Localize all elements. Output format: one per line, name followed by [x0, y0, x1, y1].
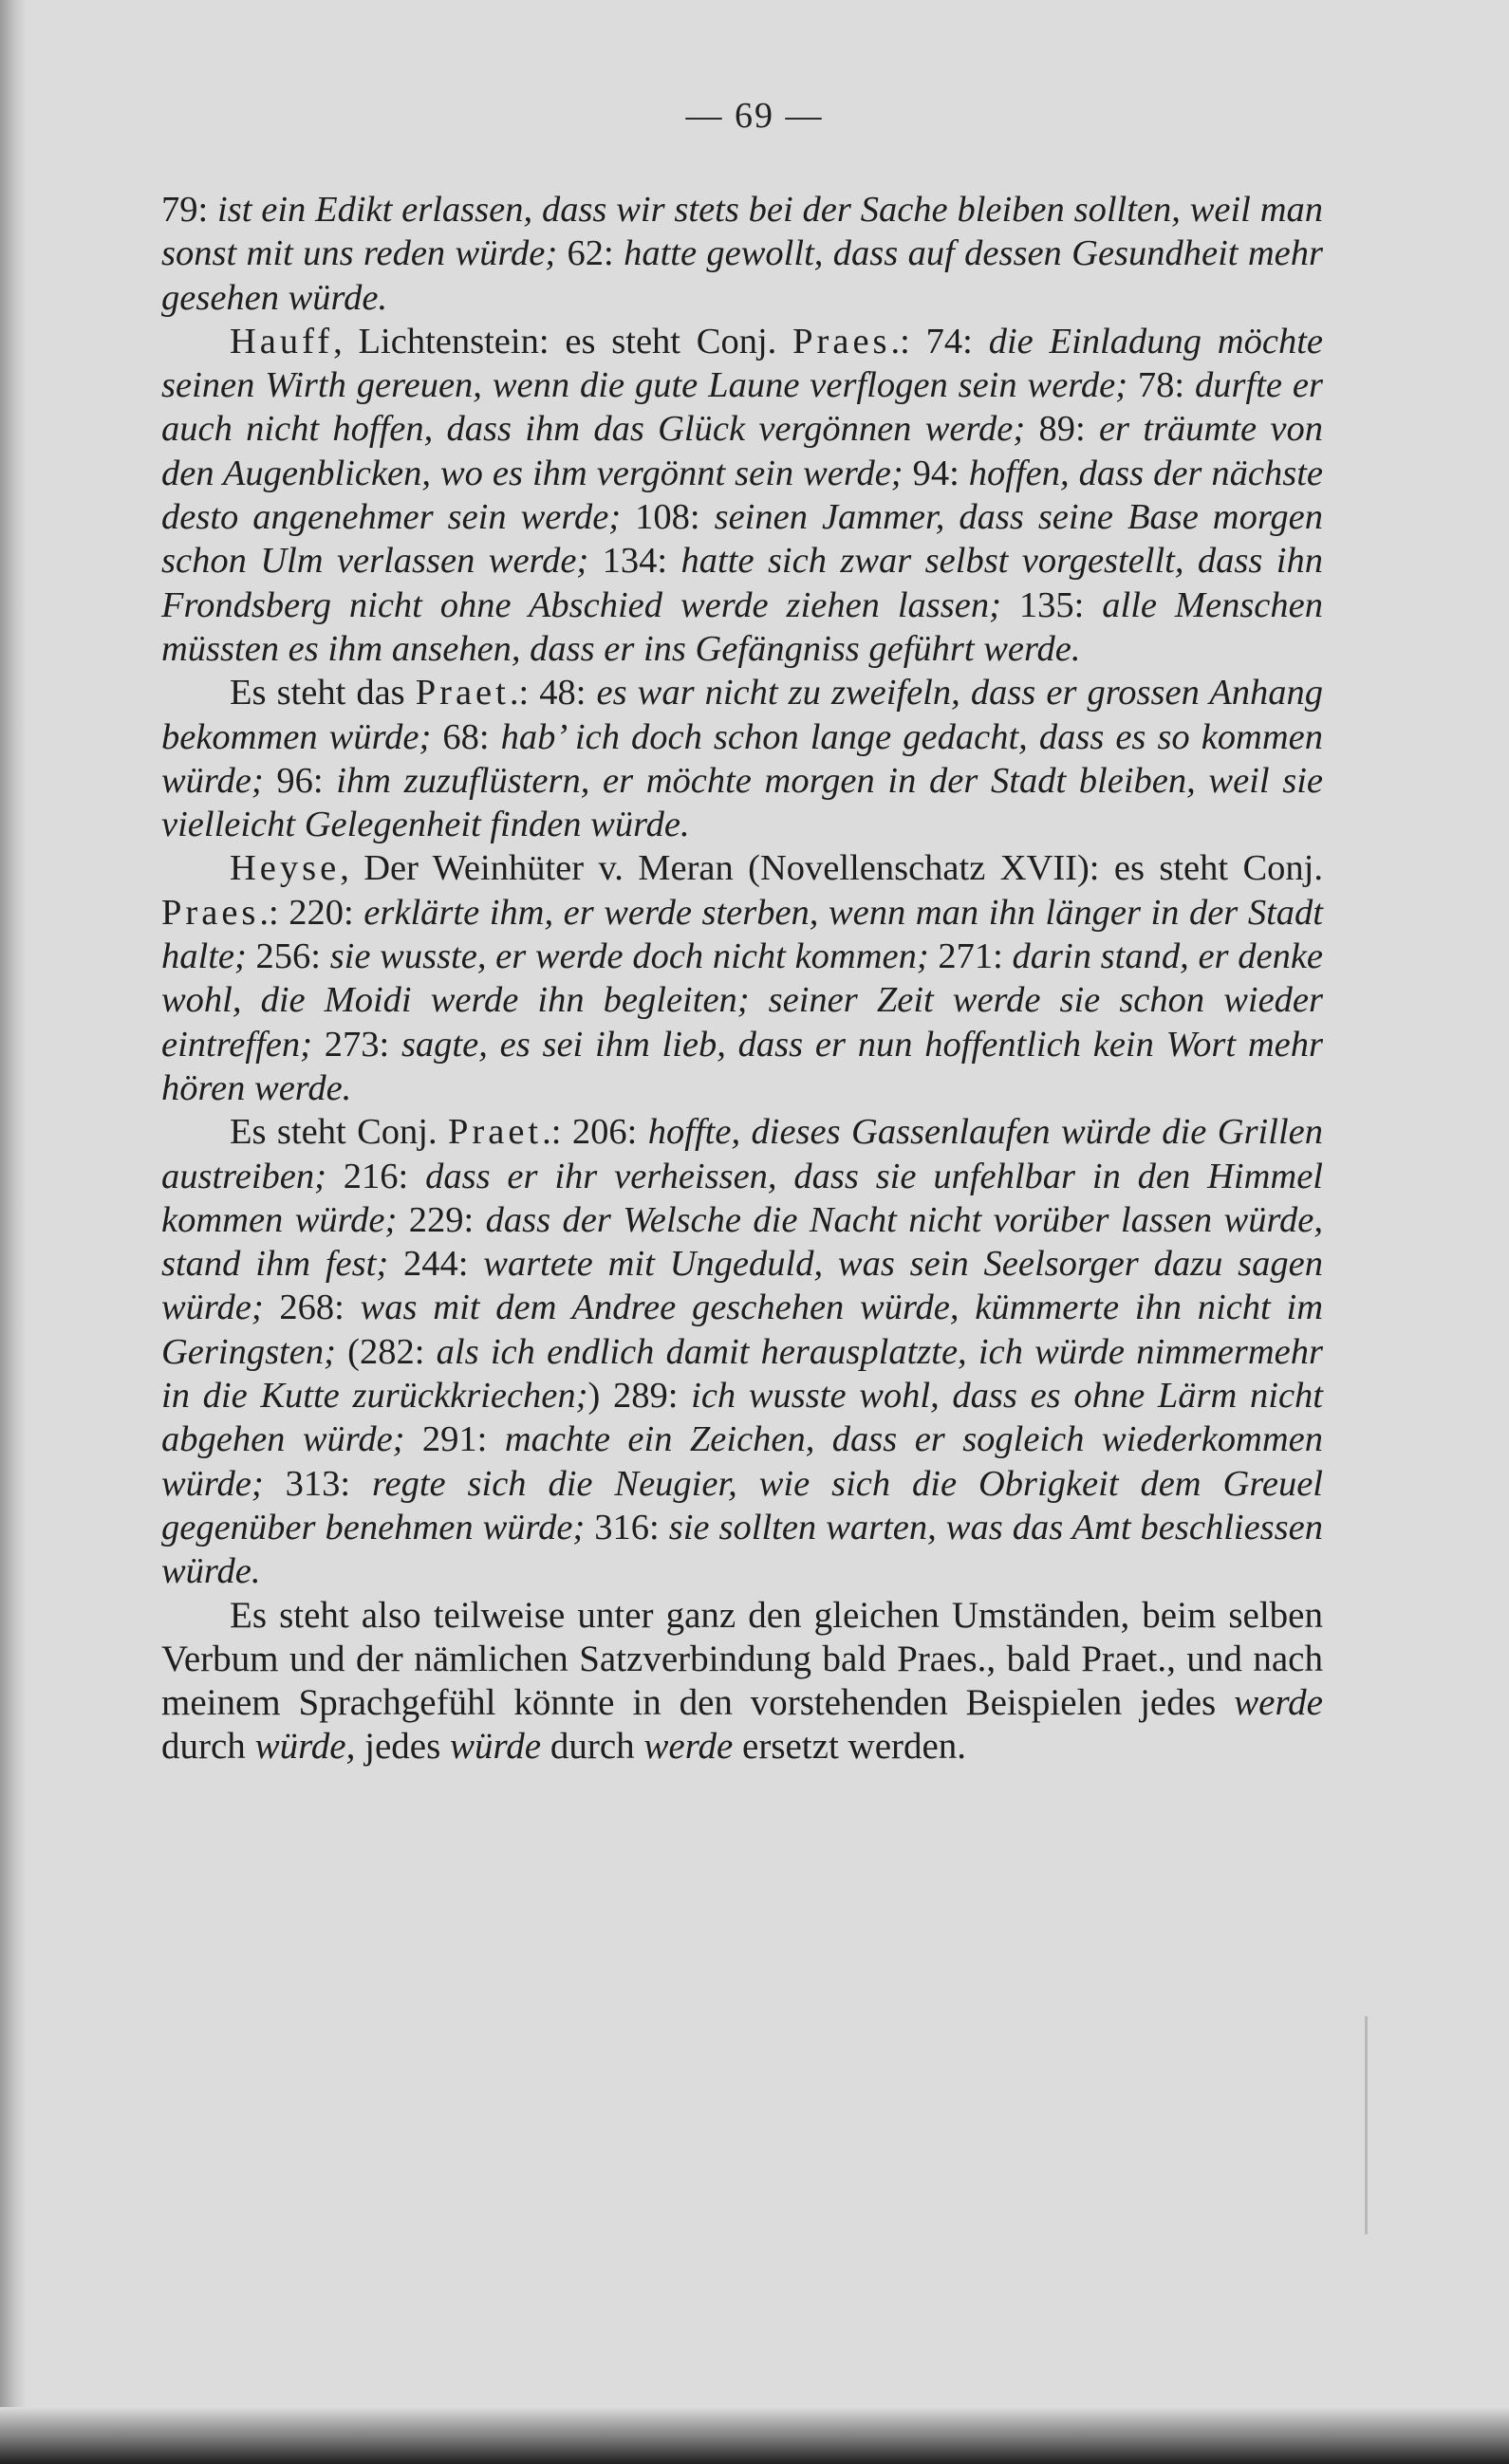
italic-quote: hoffen, dass der nächste desto angenehmer sein werde;: [161, 453, 1323, 538]
text-run: 273:: [311, 1024, 401, 1065]
italic-quote: sagte, es sei ihm lieb, dass er nun hoffentlich kein Wort mehr hören werde.: [161, 1024, 1324, 1108]
text-run: Praet: [415, 673, 510, 713]
italic-quote: würde,: [254, 1726, 356, 1768]
text-run: durch: [541, 1726, 644, 1768]
italic-quote: darin stand, er denke wohl, die Moidi werde ihn begleiten; seiner Zeit werde sie schon wieder eintreffen;: [161, 936, 1323, 1065]
text-run: 268:: [263, 1288, 361, 1328]
italic-quote: er träumte von den Augenblicken, wo es ihm vergönnt sein werde;: [161, 409, 1323, 493]
text-run: 313:: [263, 1463, 372, 1504]
text-run: ersetzt werden.: [733, 1726, 967, 1768]
italic-quote: ich wusste wohl, dass es ohne Lärm nicht abgehen würde;: [161, 1376, 1323, 1460]
text-run: (282:: [335, 1331, 437, 1372]
paragraph: [161, 188, 1323, 320]
page-gutter-shadow: [0, 0, 27, 2464]
body-text: [161, 188, 1323, 1769]
text-run: .: 220:: [259, 892, 364, 933]
text-run: 291:: [404, 1419, 505, 1460]
text-run: 94:: [903, 453, 969, 493]
italic-quote: werde: [643, 1726, 734, 1768]
text-run: Es steht also teilweise unter ganz den gleichen Umständen, beim selben Verbum und der nämlichen Satzverbindung bald Praes., bald Praet., und nach meinem Sprachgefühl könnte in den vorstehenden Beispielen jedes: [161, 1594, 1323, 1724]
text-run: 316:: [585, 1507, 669, 1547]
text-run: 135:: [1000, 584, 1103, 625]
text-run: .: 206:: [542, 1112, 648, 1153]
text-run: , Lichtenstein: es steht Conj.: [333, 321, 793, 361]
italic-quote: regte sich die Neugier, wie sich die Obrigkeit dem Greuel gegenüber benehmen würde;: [161, 1463, 1323, 1547]
italic-quote: hatte gewollt, dass auf dessen Gesundheit mehr gesehen würde.: [161, 233, 1323, 318]
text-run: Heyse: [230, 848, 341, 889]
text-run: 62:: [557, 233, 624, 274]
italic-quote: werde: [1234, 1682, 1323, 1724]
text-run: Praes: [161, 892, 260, 933]
italic-quote: die Einladung möchte seinen Wirth gereuen, wenn die gute Laune verflogen sein werde;: [161, 321, 1323, 406]
text-run: Hauff: [230, 321, 334, 361]
text-run: , Der Weinhüter v. Meran (Novellenschatz XVII): es steht Conj.: [340, 848, 1323, 889]
text-run: Es steht Conj.: [230, 1112, 449, 1153]
text-run: Praet: [448, 1112, 543, 1153]
text-run: .: 74:: [890, 321, 989, 361]
italic-quote: als ich endlich damit herausplatzte, ich würde nimmermehr in die Kutte zurückkriechen;: [161, 1331, 1323, 1417]
text-run: 108:: [621, 497, 715, 538]
italic-quote: seinen Jammer, dass seine Base morgen schon Ulm verlassen werde;: [161, 497, 1323, 582]
page-bottom-edge: [0, 2407, 1509, 2464]
italic-quote: ist ein Edikt erlassen, dass wir stets bei der Sache bleiben sollten, weil man sonst mit uns reden würde;: [161, 190, 1323, 274]
text-run: Es steht das: [230, 673, 416, 713]
margin-mark: [1365, 2016, 1368, 2234]
italic-quote: wartete mit Ungeduld, was sein Seelsorger dazu sagen würde;: [161, 1244, 1323, 1328]
italic-quote: was mit dem Andree geschehen würde, kümmerte ihn nicht im Geringsten;: [161, 1288, 1324, 1372]
text-run: ) 289:: [587, 1376, 692, 1417]
page-number: — 69 —: [685, 96, 824, 136]
paragraph: [161, 846, 1323, 1110]
text-run: 216:: [326, 1156, 426, 1196]
text-run: 68:: [431, 716, 501, 757]
text-run: durch: [161, 1726, 255, 1768]
text-run: 134:: [588, 541, 681, 582]
text-run: 89:: [1025, 409, 1099, 450]
paragraph: [161, 1594, 1323, 1769]
text-run: 96:: [263, 760, 337, 801]
italic-quote: sie wusste, er werde doch nicht kommen;: [329, 936, 929, 977]
text-run: 244:: [388, 1244, 484, 1285]
text-run: 271:: [928, 936, 1013, 977]
text-run: Praes: [792, 321, 891, 361]
italic-quote: es war nicht zu zweifeln, dass er grossen Anhang bekommen würde;: [161, 673, 1323, 757]
italic-quote: alle Menschen müssten es ihm ansehen, dass er ins Gefängniss geführt werde.: [161, 584, 1323, 669]
paragraph: [161, 320, 1323, 671]
italic-quote: ihm zuzuflüstern, er möchte morgen in der Stadt bleiben, weil sie vielleicht Gelegenheit finden würde.: [161, 760, 1323, 845]
italic-quote: hatte sich zwar selbst vorgestellt, dass ihn Frondsberg nicht ohne Abschied werde ziehen lassen;: [161, 541, 1323, 625]
italic-quote: sie sollten warten, was das Amt beschliessen würde.: [161, 1507, 1323, 1592]
italic-quote: machte ein Zeichen, dass er sogleich wiederkommen würde;: [161, 1419, 1323, 1504]
italic-quote: durfte er auch nicht hoffen, dass ihm das Glück vergönnen werde;: [161, 365, 1323, 450]
text-run: 229:: [397, 1199, 486, 1240]
text-run: 78:: [1127, 365, 1196, 406]
italic-quote: hab’ ich doch schon lange gedacht, dass es so kommen würde;: [161, 716, 1324, 801]
italic-quote: dass er ihr verheissen, dass sie unfehlbar in den Himmel kommen würde;: [161, 1156, 1324, 1240]
text-run: 256:: [246, 936, 330, 977]
italic-quote: würde: [450, 1726, 542, 1768]
italic-quote: dass der Welsche die Nacht nicht vorüber lassen würde, stand ihm fest;: [161, 1199, 1323, 1285]
text-run: jedes: [355, 1726, 451, 1768]
text-run: 79:: [161, 190, 218, 230]
paragraph: [161, 1110, 1323, 1593]
italic-quote: hoffte, dieses Gassenlaufen würde die Grillen austreiben;: [161, 1112, 1323, 1196]
paragraph: [161, 671, 1323, 846]
italic-quote: erklärte ihm, er werde sterben, wenn man ihn länger in der Stadt halte;: [161, 892, 1323, 977]
text-run: .: 48:: [509, 673, 597, 713]
